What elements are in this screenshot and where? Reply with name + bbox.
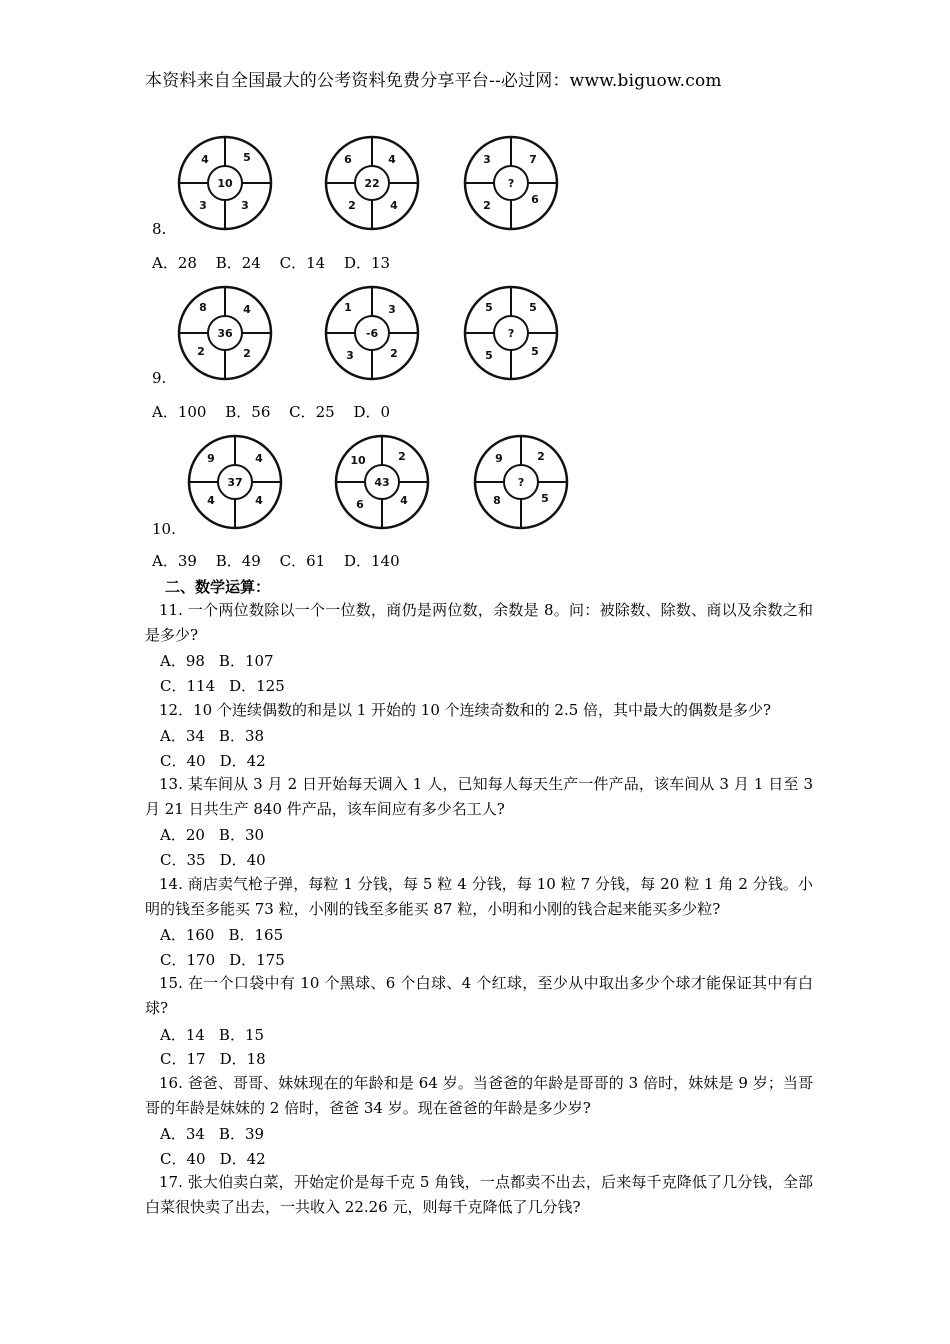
bl-num: 6 (356, 498, 364, 511)
question-number-8: 8. (152, 220, 167, 238)
question-13-text: 13. 某车间从 3 月 2 日开始每天调入 1 人，已知每人每天生产一件产品，该车间从 3 月 1 日至 3 月 21 日共生产 840 件产品，该车间应有多少名工人? (145, 775, 813, 818)
tl-num: 6 (344, 153, 352, 166)
option-b: B．15 (218, 1026, 265, 1044)
br-num: 5 (541, 492, 549, 505)
tl-num: 9 (495, 452, 503, 465)
tr-num: 5 (529, 301, 537, 314)
option-b: B．38 (218, 727, 265, 745)
center-num: 43 (374, 476, 390, 489)
option-c: C．25 (289, 403, 335, 421)
question-15-text: 15. 在一个口袋中有 10 个黑球、6 个白球、4 个红球，至少从中取出多少个球才能保证其中有白球? (145, 974, 813, 1017)
option-d: D．140 (343, 552, 400, 570)
bl-num: 3 (346, 349, 354, 362)
option-d: D．175 (229, 951, 285, 969)
br-num: 2 (390, 347, 398, 360)
option-b: B．107 (218, 652, 274, 670)
option-d: D．40 (219, 851, 266, 869)
center-num: -6 (365, 327, 379, 340)
question-14-options-row2 (160, 949, 299, 970)
option-a: A．160 (160, 926, 215, 944)
option-c: C．61 (279, 552, 326, 570)
figure-row-10 (160, 432, 620, 542)
option-d: D．0 (353, 403, 391, 421)
circle-9-1 (179, 287, 271, 379)
tr-num: 4 (255, 452, 263, 465)
option-c: C．17 (160, 1050, 206, 1068)
tl-num: 4 (201, 153, 209, 166)
option-c: C．170 (160, 951, 216, 969)
bl-num: 2 (483, 199, 491, 212)
br-num: 3 (241, 199, 249, 212)
option-b: B．165 (228, 926, 284, 944)
question-17-text: 17. 张大伯卖白菜，开始定价是每千克 5 角钱，一点都卖不出去，后来每千克降低了几分钱，全部白菜很快卖了出去，一共收入 22.26 元，则每千克降低了几分钱? (145, 1173, 813, 1216)
tr-num: 3 (388, 303, 396, 316)
circle-puzzle-10 (160, 432, 620, 542)
center-num: 36 (217, 327, 233, 340)
option-b: B．24 (215, 254, 261, 272)
br-num: 4 (390, 199, 398, 212)
option-d: D．42 (219, 752, 266, 770)
circle-8-3 (465, 137, 557, 229)
center-num: 22 (364, 177, 380, 190)
option-a: A．39 (152, 552, 197, 570)
question-16-text: 16. 爸爸、哥哥、妹妹现在的年龄和是 64 岁。当爸爸的年龄是哥哥的 3 倍时，妹妹是 9 岁；当哥哥的年龄是妹妹的 2 倍时，爸爸 34 岁。现在爸爸的年龄是多少岁? (145, 1074, 813, 1117)
options-9 (152, 401, 402, 422)
question-12-options-row2 (160, 750, 280, 771)
tl-num: 5 (485, 301, 493, 314)
tl-num: 9 (207, 452, 215, 465)
circle-puzzle-9 (150, 283, 610, 393)
bl-num: 8 (493, 494, 501, 507)
option-d: D．18 (219, 1050, 266, 1068)
br-num: 2 (243, 347, 251, 360)
option-c: C．14 (279, 254, 326, 272)
question-15-options-row1 (160, 1024, 278, 1045)
page-header: 本资料来自全国最大的公考资料免费分享平台--必过网：www.biguow.com (145, 71, 722, 91)
question-11-options-row2 (160, 675, 299, 696)
br-num: 4 (255, 494, 263, 507)
option-a: A．100 (152, 403, 207, 421)
bl-num: 5 (485, 349, 493, 362)
question-16-options-row2 (160, 1148, 280, 1169)
circle-9-3 (465, 287, 557, 379)
option-b: B．30 (218, 826, 265, 844)
question-11-options-row1 (160, 650, 288, 671)
option-d: D．13 (343, 254, 391, 272)
question-11-text: 11. 一个两位数除以一个一位数，商仍是两位数，余数是 8。问：被除数、除数、商以及余数之和是多少? (145, 601, 813, 644)
question-12-options-row1 (160, 725, 278, 746)
options-10 (152, 550, 412, 571)
question-13-options-row2 (160, 849, 280, 870)
tl-num: 1 (344, 301, 352, 314)
circle-puzzle-8 (150, 133, 610, 243)
circle-8-2 (326, 137, 418, 229)
circle-8-1 (179, 137, 271, 229)
option-b: B．49 (215, 552, 261, 570)
question-13-options-row1 (160, 824, 278, 845)
center-num: ? (507, 327, 515, 340)
question-14-text: 14. 商店卖气枪子弹，每粒 1 分钱，每 5 粒 4 分钱，每 10 粒 7 分钱，每 20 粒 1 角 2 分钱。小明的钱至多能买 73 粒，小刚的钱至多能买 87 粒，小明和小刚的钱合起来能买多少粒? (145, 875, 813, 918)
br-num: 6 (531, 193, 539, 206)
question-12-text: 12．10 个连续偶数的和是以 1 开始的 10 个连续奇数和的 2.5 倍，其中最大的偶数是多少? (159, 701, 772, 719)
question-16-options-row1 (160, 1123, 278, 1144)
option-c: C．35 (160, 851, 206, 869)
circle-10-1 (189, 436, 281, 528)
option-a: A．34 (160, 727, 205, 745)
bl-num: 4 (207, 494, 215, 507)
tr-num: 5 (243, 151, 251, 164)
option-c: C．114 (160, 677, 216, 695)
option-c: C．40 (160, 1150, 206, 1168)
section-title: 二、数学运算： (165, 578, 271, 596)
tl-num: 8 (199, 301, 207, 314)
option-a: A．20 (160, 826, 205, 844)
tr-num: 7 (529, 153, 537, 166)
figure-row-8 (150, 133, 610, 243)
center-num: ? (517, 476, 525, 489)
tr-num: 2 (398, 450, 406, 463)
center-num: ? (507, 177, 515, 190)
tr-num: 4 (388, 153, 396, 166)
option-d: D．125 (229, 677, 285, 695)
bl-num: 3 (199, 199, 207, 212)
option-a: A．34 (160, 1125, 205, 1143)
center-num: 37 (227, 476, 243, 489)
center-num: 10 (217, 177, 233, 190)
figure-row-9 (150, 283, 610, 393)
bl-num: 2 (197, 345, 205, 358)
option-b: B．39 (218, 1125, 265, 1143)
option-b: B．56 (225, 403, 271, 421)
question-number-9: 9. (152, 369, 167, 387)
question-15-options-row2 (160, 1048, 280, 1069)
br-num: 5 (531, 345, 539, 358)
tl-num: 10 (350, 454, 366, 467)
question-14-options-row1 (160, 924, 297, 945)
circle-10-2 (336, 436, 428, 528)
tl-num: 3 (483, 153, 491, 166)
option-a: A．14 (160, 1026, 205, 1044)
bl-num: 2 (348, 199, 356, 212)
circle-10-3 (475, 436, 567, 528)
br-num: 4 (400, 494, 408, 507)
option-d: D．42 (219, 1150, 266, 1168)
tr-num: 2 (537, 450, 545, 463)
options-8 (152, 252, 402, 273)
option-c: C．40 (160, 752, 206, 770)
question-number-10: 10. (152, 520, 176, 538)
tr-num: 4 (243, 303, 251, 316)
option-a: A．28 (152, 254, 197, 272)
circle-9-2 (326, 287, 418, 379)
option-a: A．98 (160, 652, 205, 670)
